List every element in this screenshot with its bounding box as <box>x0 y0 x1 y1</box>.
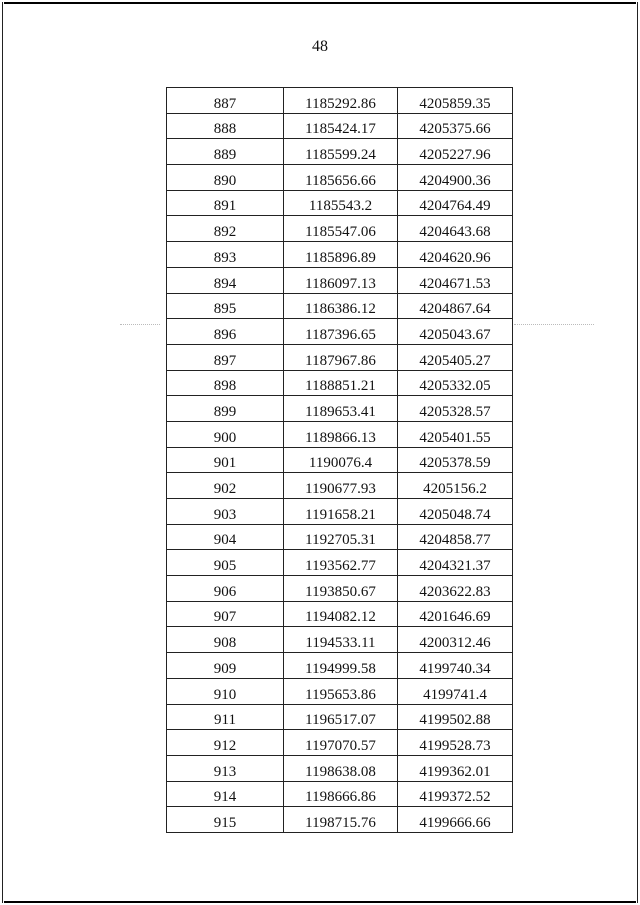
y-coordinate-cell: 4205048.74 <box>398 499 513 525</box>
point-number-cell: 889 <box>167 139 284 165</box>
y-coordinate-cell: 4199528.73 <box>398 730 513 756</box>
table-row <box>167 730 513 756</box>
x-coordinate-cell: 1194082.12 <box>284 601 398 627</box>
table-row <box>167 216 513 242</box>
y-coordinate-cell: 4205332.05 <box>398 370 513 396</box>
table-row <box>167 781 513 807</box>
table-row <box>167 370 513 396</box>
table-row <box>167 550 513 576</box>
x-coordinate-cell: 1193850.67 <box>284 576 398 602</box>
x-coordinate-cell: 1185292.86 <box>284 88 398 114</box>
point-number-cell: 909 <box>167 653 284 679</box>
point-number-cell: 914 <box>167 781 284 807</box>
point-number-cell: 902 <box>167 473 284 499</box>
y-coordinate-cell: 4204321.37 <box>398 550 513 576</box>
x-coordinate-cell: 1198666.86 <box>284 781 398 807</box>
table-row <box>167 524 513 550</box>
x-coordinate-cell: 1197070.57 <box>284 730 398 756</box>
x-coordinate-cell: 1190076.4 <box>284 447 398 473</box>
table-row <box>167 627 513 653</box>
x-coordinate-cell: 1188851.21 <box>284 370 398 396</box>
y-coordinate-cell: 4205156.2 <box>398 473 513 499</box>
table-row <box>167 678 513 704</box>
x-coordinate-cell: 1186097.13 <box>284 267 398 293</box>
point-number-cell: 901 <box>167 447 284 473</box>
y-coordinate-cell: 4205328.57 <box>398 396 513 422</box>
page-border-right <box>637 2 638 903</box>
point-number-cell: 904 <box>167 524 284 550</box>
table-row <box>167 499 513 525</box>
point-number-cell: 896 <box>167 319 284 345</box>
y-coordinate-cell: 4201646.69 <box>398 601 513 627</box>
x-coordinate-cell: 1196517.07 <box>284 704 398 730</box>
x-coordinate-cell: 1185543.2 <box>284 190 398 216</box>
point-number-cell: 911 <box>167 704 284 730</box>
x-coordinate-cell: 1190677.93 <box>284 473 398 499</box>
y-coordinate-cell: 4199666.66 <box>398 807 513 833</box>
point-number-cell: 903 <box>167 499 284 525</box>
table-row <box>167 139 513 165</box>
x-coordinate-cell: 1195653.86 <box>284 678 398 704</box>
y-coordinate-cell: 4199741.4 <box>398 678 513 704</box>
coordinates-table-body <box>167 88 513 833</box>
x-coordinate-cell: 1187396.65 <box>284 319 398 345</box>
y-coordinate-cell: 4204764.49 <box>398 190 513 216</box>
point-number-cell: 892 <box>167 216 284 242</box>
table-row <box>167 473 513 499</box>
x-coordinate-cell: 1189653.41 <box>284 396 398 422</box>
table-row <box>167 807 513 833</box>
y-coordinate-cell: 4205043.67 <box>398 319 513 345</box>
point-number-cell: 912 <box>167 730 284 756</box>
y-coordinate-cell: 4204643.68 <box>398 216 513 242</box>
y-coordinate-cell: 4200312.46 <box>398 627 513 653</box>
y-coordinate-cell: 4203622.83 <box>398 576 513 602</box>
page-border-top <box>4 2 636 4</box>
point-number-cell: 888 <box>167 113 284 139</box>
coordinates-table <box>166 87 513 833</box>
point-number-cell: 915 <box>167 807 284 833</box>
point-number-cell: 905 <box>167 550 284 576</box>
x-coordinate-cell: 1192705.31 <box>284 524 398 550</box>
page-number: 48 <box>312 38 328 55</box>
x-coordinate-cell: 1185547.06 <box>284 216 398 242</box>
point-number-cell: 891 <box>167 190 284 216</box>
y-coordinate-cell: 4205859.35 <box>398 88 513 114</box>
y-coordinate-cell: 4205405.27 <box>398 344 513 370</box>
y-coordinate-cell: 4199502.88 <box>398 704 513 730</box>
y-coordinate-cell: 4204671.53 <box>398 267 513 293</box>
scan-artifact <box>514 324 594 326</box>
table-row <box>167 576 513 602</box>
x-coordinate-cell: 1185896.89 <box>284 242 398 268</box>
y-coordinate-cell: 4199740.34 <box>398 653 513 679</box>
x-coordinate-cell: 1194999.58 <box>284 653 398 679</box>
table-row <box>167 704 513 730</box>
point-number-cell: 907 <box>167 601 284 627</box>
y-coordinate-cell: 4205378.59 <box>398 447 513 473</box>
point-number-cell: 895 <box>167 293 284 319</box>
table-row <box>167 344 513 370</box>
point-number-cell: 908 <box>167 627 284 653</box>
table-row <box>167 267 513 293</box>
page-border-left <box>2 2 3 903</box>
y-coordinate-cell: 4204867.64 <box>398 293 513 319</box>
x-coordinate-cell: 1198715.76 <box>284 807 398 833</box>
point-number-cell: 890 <box>167 165 284 191</box>
y-coordinate-cell: 4205375.66 <box>398 113 513 139</box>
x-coordinate-cell: 1189866.13 <box>284 421 398 447</box>
point-number-cell: 894 <box>167 267 284 293</box>
x-coordinate-cell: 1185656.66 <box>284 165 398 191</box>
table-row <box>167 755 513 781</box>
table-row <box>167 396 513 422</box>
scan-artifact <box>120 324 160 326</box>
y-coordinate-cell: 4204620.96 <box>398 242 513 268</box>
x-coordinate-cell: 1187967.86 <box>284 344 398 370</box>
x-coordinate-cell: 1194533.11 <box>284 627 398 653</box>
table-row <box>167 293 513 319</box>
point-number-cell: 913 <box>167 755 284 781</box>
point-number-cell: 899 <box>167 396 284 422</box>
table-row <box>167 653 513 679</box>
table-row <box>167 113 513 139</box>
page-border-bottom <box>4 901 636 903</box>
x-coordinate-cell: 1186386.12 <box>284 293 398 319</box>
point-number-cell: 900 <box>167 421 284 447</box>
point-number-cell: 910 <box>167 678 284 704</box>
point-number-cell: 898 <box>167 370 284 396</box>
x-coordinate-cell: 1193562.77 <box>284 550 398 576</box>
x-coordinate-cell: 1185424.17 <box>284 113 398 139</box>
y-coordinate-cell: 4204900.36 <box>398 165 513 191</box>
point-number-cell: 906 <box>167 576 284 602</box>
point-number-cell: 887 <box>167 88 284 114</box>
table-row <box>167 319 513 345</box>
y-coordinate-cell: 4205227.96 <box>398 139 513 165</box>
y-coordinate-cell: 4205401.55 <box>398 421 513 447</box>
table-row <box>167 190 513 216</box>
x-coordinate-cell: 1198638.08 <box>284 755 398 781</box>
x-coordinate-cell: 1185599.24 <box>284 139 398 165</box>
table-row <box>167 601 513 627</box>
table-row <box>167 421 513 447</box>
table-row <box>167 88 513 114</box>
y-coordinate-cell: 4199372.52 <box>398 781 513 807</box>
y-coordinate-cell: 4204858.77 <box>398 524 513 550</box>
point-number-cell: 897 <box>167 344 284 370</box>
point-number-cell: 893 <box>167 242 284 268</box>
x-coordinate-cell: 1191658.21 <box>284 499 398 525</box>
y-coordinate-cell: 4199362.01 <box>398 755 513 781</box>
table-row <box>167 447 513 473</box>
table-row <box>167 165 513 191</box>
table-row <box>167 242 513 268</box>
